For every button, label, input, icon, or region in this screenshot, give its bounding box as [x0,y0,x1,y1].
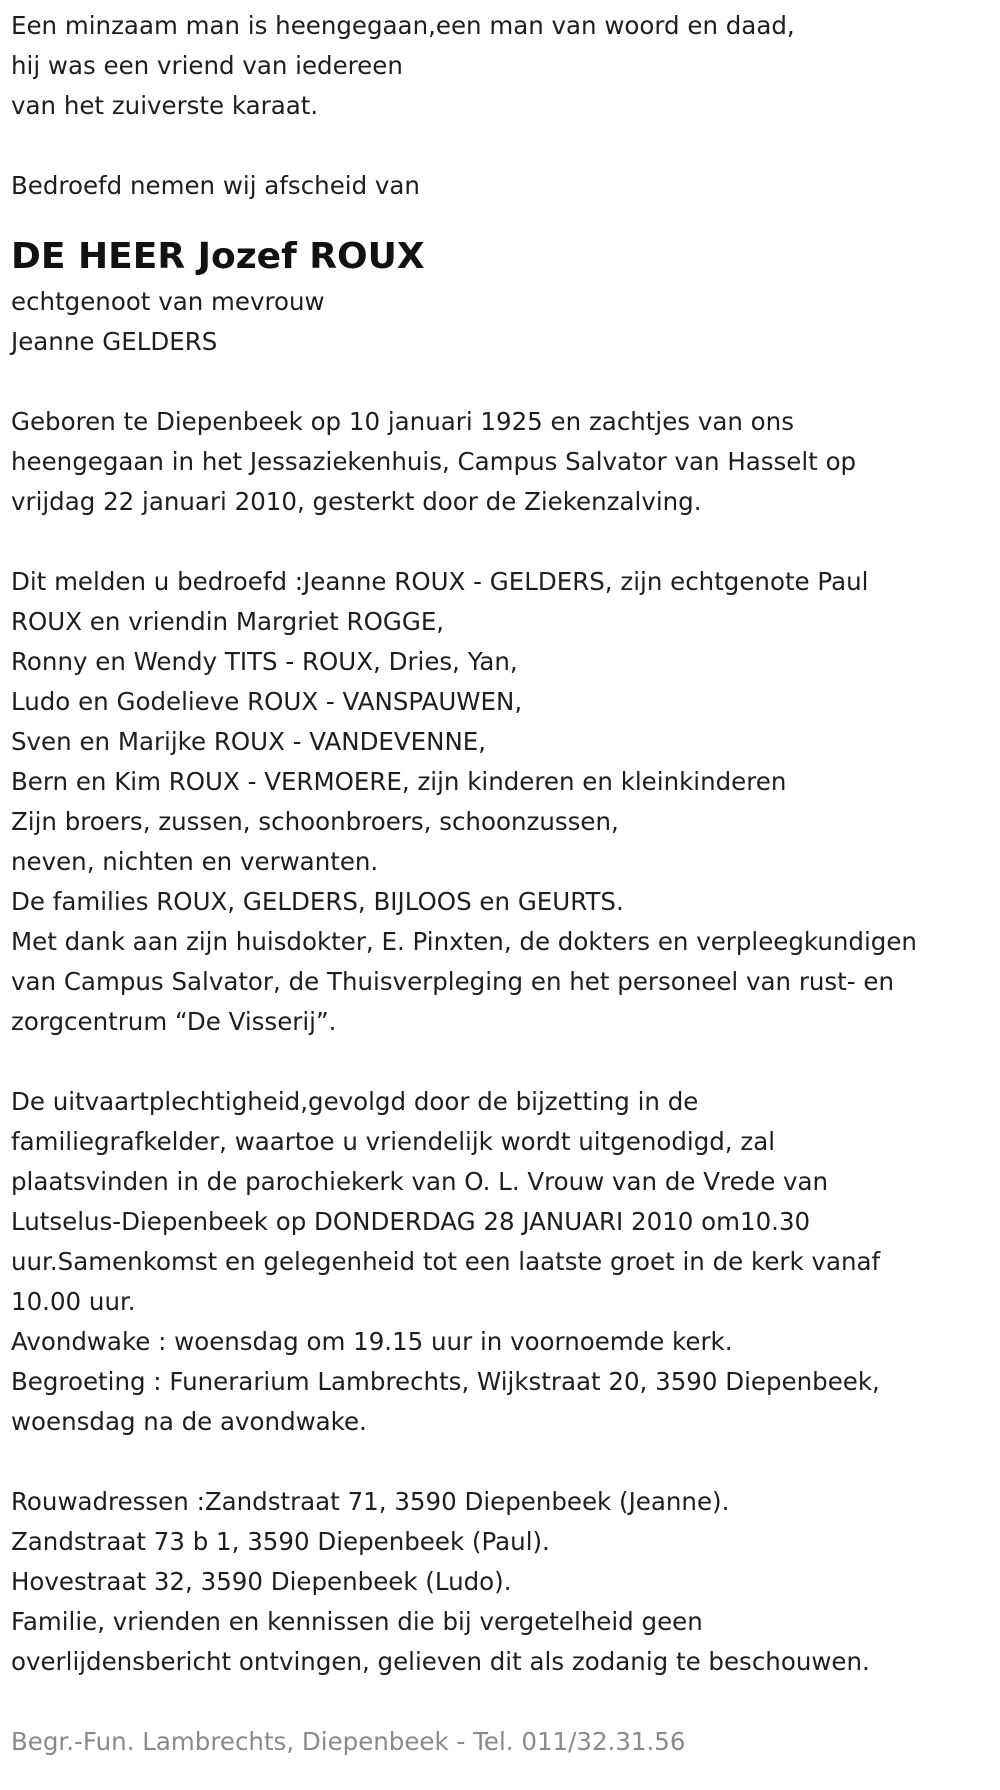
spouse-line: echtgenoot van mevrouw [11,287,325,316]
ceremony-paragraph [11,1082,996,1442]
paragraph-line: zorgcentrum “De Visserij”. [11,1007,337,1036]
spouse-info [11,282,996,362]
paragraph-line: van Campus Salvator, de Thuisverpleging en het personeel van rust- en [11,967,895,996]
paragraph-line: Ronny en Wendy TITS - ROUX, Dries, Yan, [11,647,518,676]
addresses-paragraph [11,1482,996,1682]
paragraph-line: Begroeting : Funerarium Lambrechts, Wijkstraat 20, 3590 Diepenbeek, [11,1367,880,1396]
paragraph-line: Zijn broers, zussen, schoonbroers, schoonzussen, [11,807,619,836]
family-paragraph [11,562,996,1042]
spouse-line: Jeanne GELDERS [11,327,218,356]
paragraph-line: Lutselus-Diepenbeek op DONDERDAG 28 JANUARI 2010 om10.30 [11,1207,811,1236]
paragraph-line: vrijdag 22 januari 2010, gesterkt door de Ziekenzalving. [11,487,702,516]
paragraph-line: Rouwadressen :Zandstraat 71, 3590 Diepenbeek (Jeanne). [11,1487,730,1516]
deceased-name: DE HEER Jozef ROUX [11,236,425,277]
paragraph-line: Zandstraat 73 b 1, 3590 Diepenbeek (Paul). [11,1527,550,1556]
paragraph-line: Avondwake : woensdag om 19.15 uur in voornoemde kerk. [11,1327,733,1356]
paragraph-line: Hovestraat 32, 3590 Diepenbeek (Ludo). [11,1567,512,1596]
paragraph-line: heengegaan in het Jessaziekenhuis, Campus Salvator van Hasselt op [11,447,857,476]
verse-line: hij was een vriend van iedereen [11,51,403,80]
paragraph-line: Geboren te Diepenbeek op 10 januari 1925 en zachtjes van ons [11,407,794,436]
birth-death-paragraph [11,402,996,522]
paragraph-line: Dit melden u bedroefd :Jeanne ROUX - GELDERS, zijn echtgenote Paul [11,567,869,596]
paragraph-line: Met dank aan zijn huisdokter, E. Pinxten, de dokters en verpleegkundigen [11,927,917,956]
verse-line: van het zuiverste karaat. [11,91,319,120]
paragraph-line: neven, nichten en verwanten. [11,847,379,876]
paragraph-line: plaatsvinden in de parochiekerk van O. L. Vrouw van de Vrede van [11,1167,829,1196]
paragraph-line: 10.00 uur. [11,1287,136,1316]
intro-verse [11,6,996,126]
paragraph-line: Sven en Marijke ROUX - VANDEVENNE, [11,727,487,756]
paragraph-line: familiegrafkelder, waartoe u vriendelijk wordt uitgenodigd, zal [11,1127,776,1156]
paragraph-line: Familie, vrienden en kennissen die bij vergetelheid geen [11,1607,703,1636]
verse-line: Een minzaam man is heengegaan,een man van woord en daad, [11,11,795,40]
paragraph-line: Bern en Kim ROUX - VERMOERE, zijn kinderen en kleinkinderen [11,767,787,796]
paragraph-line: De uitvaartplechtigheid,gevolgd door de bijzetting in de [11,1087,699,1116]
funeral-home-footer: Begr.-Fun. Lambrechts, Diepenbeek - Tel. 011/32.31.56 [11,1727,686,1756]
paragraph-line: De families ROUX, GELDERS, BIJLOOS en GEURTS. [11,887,624,916]
paragraph-line: Ludo en Godelieve ROUX - VANSPAUWEN, [11,687,523,716]
paragraph-line: ROUX en vriendin Margriet ROGGE, [11,607,445,636]
paragraph-line: woensdag na de avondwake. [11,1407,367,1436]
paragraph-line: uur.Samenkomst en gelegenheid tot een laatste groet in de kerk vanaf [11,1247,881,1276]
announcement-text: Bedroefd nemen wij afscheid van [11,171,420,200]
paragraph-line: overlijdensbericht ontvingen, gelieven dit als zodanig te beschouwen. [11,1647,870,1676]
obituary-notice [11,0,996,1762]
